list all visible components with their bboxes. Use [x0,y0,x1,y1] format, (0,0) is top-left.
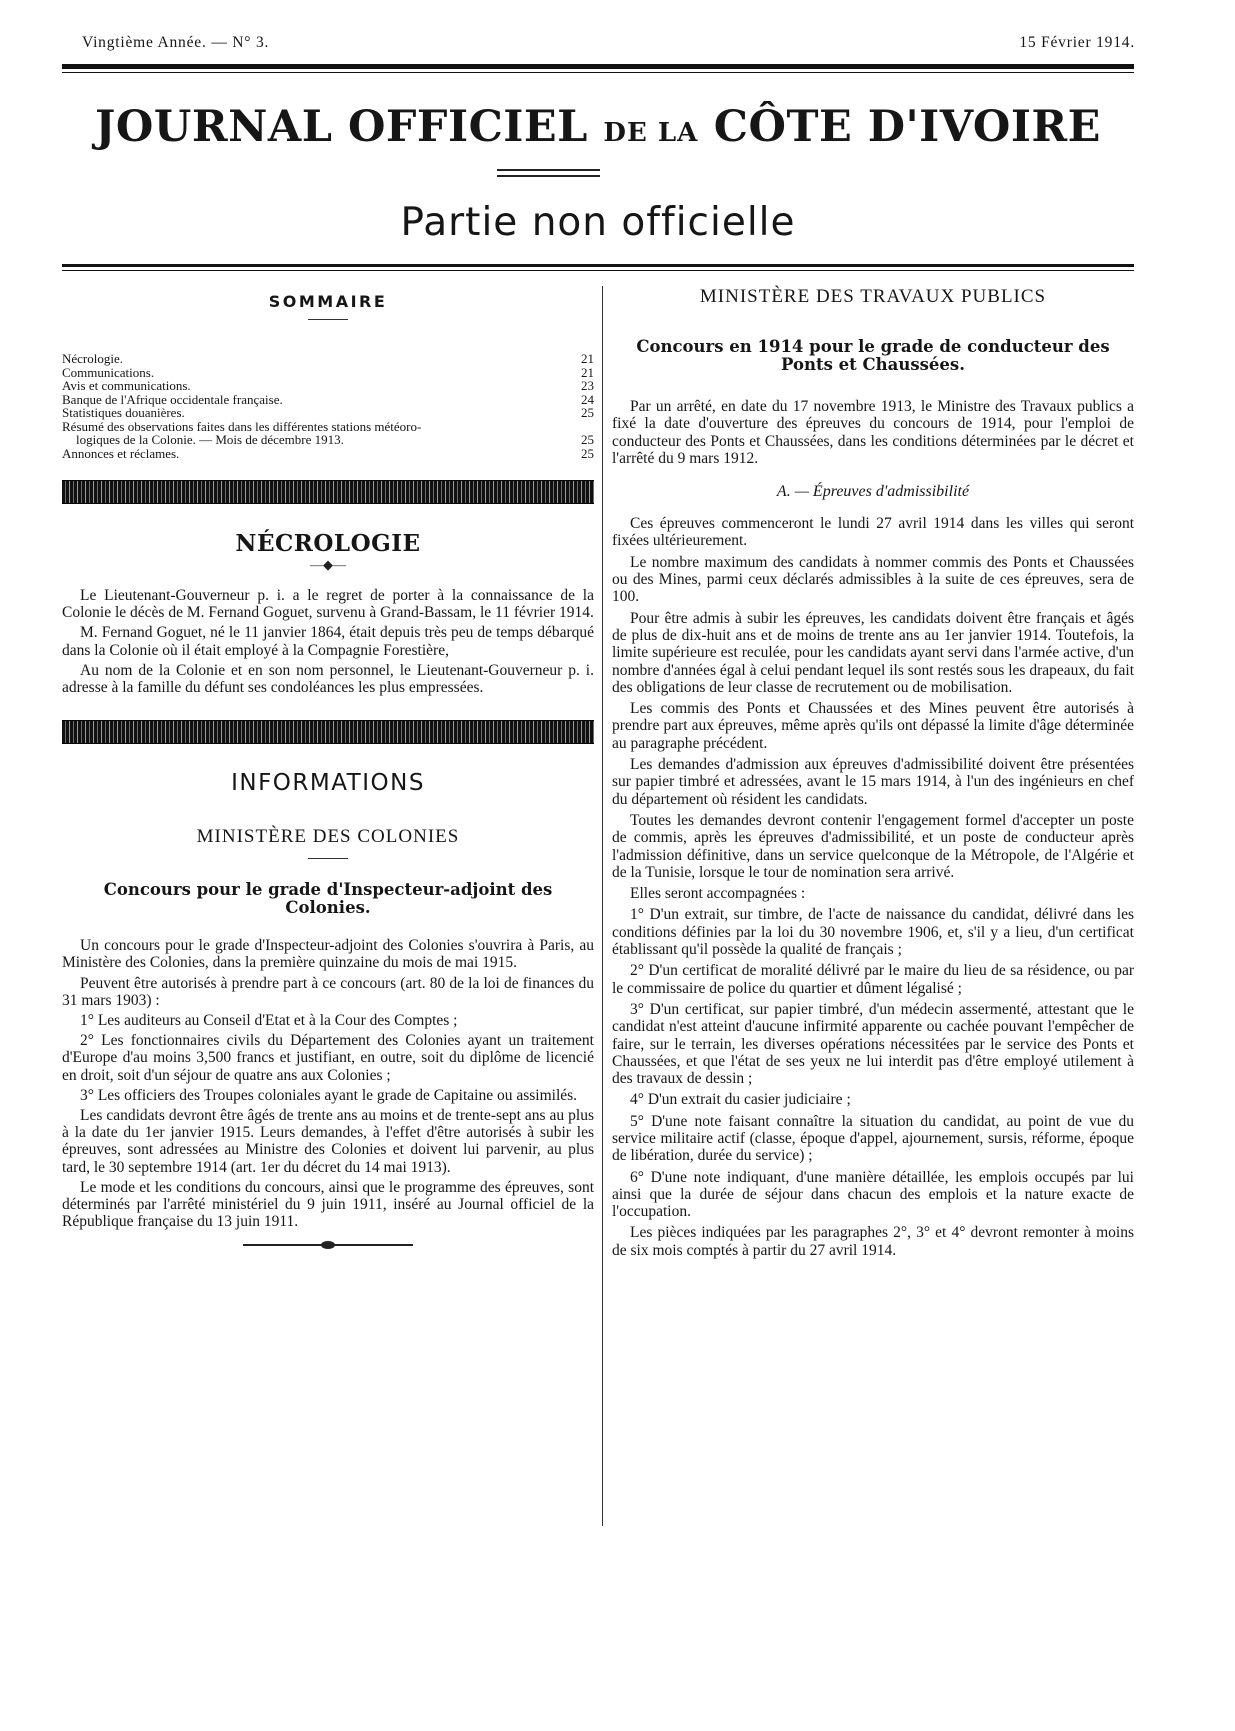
masthead-rule-1 [497,169,600,171]
travaux-paragraph: Ces épreuves commenceront le lundi 27 avril 1914 dans les villes qui seront fixées ultérieurement. [612,515,1134,550]
ornament-band [62,480,594,504]
ornament-band [62,720,594,744]
sommaire-rule [308,319,348,320]
section-subtitle: Partie non officielle [400,200,796,245]
right-column [612,286,1134,1263]
issue-number: Vingtième Année. — N° 3. [82,34,270,51]
sommaire-item-label: Annonces et réclames. [62,445,180,461]
necrologie-paragraph: M. Fernand Goguet, né le 11 janvier 1864, était depuis très peu de temps débarqué dans la Colonie où il était employé à la Compagnie Forestière, [62,624,594,659]
running-header [82,34,1135,54]
informations-paragraph: 2° Les fonctionnaires civils du Département des Colonies ayant un traitement d'Europe d'au moins 3,500 francs et justifiant, en outre, soit du diplôme de licencié en droit, soit d'un séjour de quatre ans aux Colonies ; [62,1032,594,1084]
sommaire-item-label: Communications. [62,364,155,380]
sommaire-item-page: 24 [581,391,594,407]
subtitle-rule-thin [62,270,1134,271]
sommaire-item [62,433,594,447]
travaux-paragraph: 1° D'un extrait, sur timbre, de l'acte de naissance du candidat, délivré dans les conditions définies par la loi du 30 novembre 1906, et, s'il y a lieu, d'un certificat établissant qu'il possède la qualité de français ; [612,906,1134,959]
diamond-rule: —◆— [310,557,346,572]
sommaire-item [62,420,594,434]
informations-paragraph: Les candidats devront être âgés de trente ans au moins et de trente-sept ans au plus à la date du 1er janvier 1915. Leurs demandes, à l'effet d'être autorisés à subir les épreuves, sont adressées au Ministre des Colonies et doivent lui parvenir, au plus tard, le 30 septembre 1914 (art. 1er du décret du 14 mai 1913). [62,1107,594,1176]
necrologie-body [62,587,594,696]
necrologie-paragraph: Au nom de la Colonie et en son nom personnel, le Lieutenant-Gouverneur p. i. adresse à la famille du défunt ses condoléances les plus empressées. [62,661,594,697]
sommaire-list [62,352,594,460]
travaux-intro [612,398,1134,467]
necrologie-title: NÉCROLOGIE [235,530,421,557]
travaux-paragraph: 5° D'une note faisant connaître la situation du candidat, au point de vue du service militaire actif (classe, époque d'appel, ajournement, sursis, réforme, époque de libération, durée du service) ; [612,1112,1134,1165]
informations-title: INFORMATIONS [231,770,425,797]
sommaire-item-page: 21 [581,351,594,366]
sommaire-item [62,447,594,461]
travaux-paragraph: Toutes les demandes devront contenir l'engagement formel d'accepter un poste de commis, après les épreuves d'admissibilité, et un poste de conducteur après l'admission définitive, dans un service quelconque de la Métropole, de l'Algérie et de la Tunisie, lorsque le tour de nomination sera arrivé. [612,811,1134,881]
sommaire-item-label: Résumé des observations faites dans les différentes stations météoro- [62,418,422,434]
subtitle-rule [62,264,1134,267]
ministry-travaux: MINISTÈRE DES TRAVAUX PUBLICS [699,286,1047,307]
ministry-rule [308,858,348,859]
sommaire-item-page [572,420,594,434]
masthead-de-la: DE LA [603,118,699,148]
travaux-paragraph: 2° D'un certificat de moralité délivré par le maire du lieu de sa résidence, ou par le commissaire de police du quartier et dûment légalisé ; [612,962,1134,997]
sommaire-item-page: 23 [581,378,594,393]
concours-title: Concours pour le grade d'Inspecteur-adjoint des Colonies. [103,880,553,918]
informations-body [62,937,594,1230]
travaux-paragraph: Les demandes d'admission aux épreuves d'admissibilité doivent être présentées sur papier timbré et adressées, avant le 15 mars 1914, à l'un des ingénieurs en chef du département où résident les candidats. [612,756,1134,808]
informations-paragraph: 3° Les officiers des Troupes coloniales ayant le grade de Capitaine ou assimilés. [80,1086,578,1104]
travaux-paragraph: Elles seront accompagnées : [630,885,806,903]
sommaire-item-page: 25 [581,432,594,447]
travaux-paragraph: Le nombre maximum des candidats à nommer commis des Ponts et Chaussées ou des Mines, parmi ceux déclarés admissibles à la suite de ces épreuves, sera de 100. [612,553,1134,606]
necrologie-paragraph: Le Lieutenant-Gouverneur p. i. a le regret de porter à la connaissance de la Colonie le décès de M. Fernand Goguet, survenu à Grand-Bassam, le 11 février 1914. [62,587,594,622]
travaux-paragraph: Pour être admis à subir les épreuves, les candidats doivent être français et âgés de plus de dix-huit ans et de moins de trente ans au 1er janvier 1914. Toutefois, la limite supérieure est reculée, pour les candidats ayant servi dans l'armée active, d'un nombre d'années égal à celui pendant lequel ils sont restés sous les drapeaux, du fait des obligations de leur classe de recrutement ou de mobilisation. [612,609,1134,696]
header-rule-thin [62,72,1134,73]
sommaire-item [62,379,594,393]
sommaire-item-label: logiques de la Colonie. — Mois de décembre 1913. [76,432,344,447]
masthead-rule-2 [497,175,600,177]
left-column [62,286,594,1246]
travaux-paragraph: 6° D'une note indiquant, d'une manière détaillée, les emplois occupés par lui ainsi que la durée de séjour dans chacun des emplois et la nature exacte de l'occupation. [612,1168,1134,1221]
informations-paragraph: 1° Les auditeurs au Conseil d'Etat et à la Cour des Comptes ; [80,1012,458,1030]
travaux-paragraph: 3° D'un certificat, sur papier timbré, d'un médecin assermenté, attestant que le candidat n'est atteint d'aucune infirmité apparente ou cachée pouvant l'empêcher de faire, sur le terrain, les diverses opérations nécessitées par le service des Ponts et Chaussées, et que l'état de ses yeux ne lui interdit pas d'être employé utilement à des travaux de dessin ; [612,1000,1134,1088]
sommaire-item-label: Banque de l'Afrique occidentale française. [62,391,283,407]
travaux-paragraph: 4° D'un extrait du casier judiciaire ; [630,1091,851,1109]
sommaire-item-label: Statistiques douanières. [62,405,185,420]
sommaire-item [62,406,594,420]
column-divider [602,286,603,1526]
admissibilite-subhead: A. — Épreuves d'admissibilité [776,483,970,501]
masthead-part2: CÔTE D'IVOIRE [713,102,1101,152]
travaux-paragraph: Les pièces indiquées par les paragraphes 2°, 3° et 4° devront remonter à moins de six mois comptés à partir du 27 avril 1914. [612,1224,1134,1259]
sommaire-item-label: Avis et communications. [62,378,191,393]
issue-date: 15 Février 1914. [1019,34,1135,51]
informations-paragraph: Un concours pour le grade d'Inspecteur-adjoint des Colonies s'ouvrira à Paris, au Ministère des Colonies, dans la première quinzaine du mois de mai 1915. [62,937,594,972]
sommaire-item-page: 25 [581,405,594,420]
masthead-title [62,102,1134,152]
header-rule [62,64,1134,69]
travaux-paragraph: Les commis des Ponts et Chaussées et des Mines peuvent être autorisés à prendre part aux épreuves, même après qu'ils ont dépassé la limite d'âge déterminée au paragraphe précédent. [612,700,1134,752]
sommaire-item [62,352,594,366]
concours-conducteur-title: Concours en 1914 pour le grade de conducteur des Ponts et Chaussées. [636,337,1110,374]
sommaire-item [62,393,594,407]
informations-paragraph: Peuvent être autorisés à prendre part à ce concours (art. 80 de la loi de finances du 31 mars 1903) : [62,974,594,1009]
sommaire-item-page: 21 [581,364,594,380]
sommaire-title: SOMMAIRE [268,292,388,311]
sommaire-item [62,366,594,380]
end-ornament [243,1244,413,1246]
travaux-body [612,515,1134,1259]
sommaire-item-page: 25 [581,445,594,461]
masthead-part1: JOURNAL OFFICIEL [95,102,588,152]
travaux-intro-paragraph: Par un arrêté, en date du 17 novembre 1913, le Ministre des Travaux publics a fixé la date d'ouverture des épreuves du concours de 1914, pour l'emploi de conducteur des Ponts et Chaussées, dans les conditions déterminées par le décret et l'arrêté du 9 mars 1912. [612,398,1134,467]
informations-paragraph: Le mode et les conditions du concours, ainsi que le programme des épreuves, sont déterminés par l'arrêté ministériel du 9 juin 1911, inséré au Journal officiel de la République française du 13 juin 1911. [62,1178,594,1231]
ministry-colonies: MINISTÈRE DES COLONIES [196,826,460,848]
sommaire-item-label: Nécrologie. [62,351,124,366]
